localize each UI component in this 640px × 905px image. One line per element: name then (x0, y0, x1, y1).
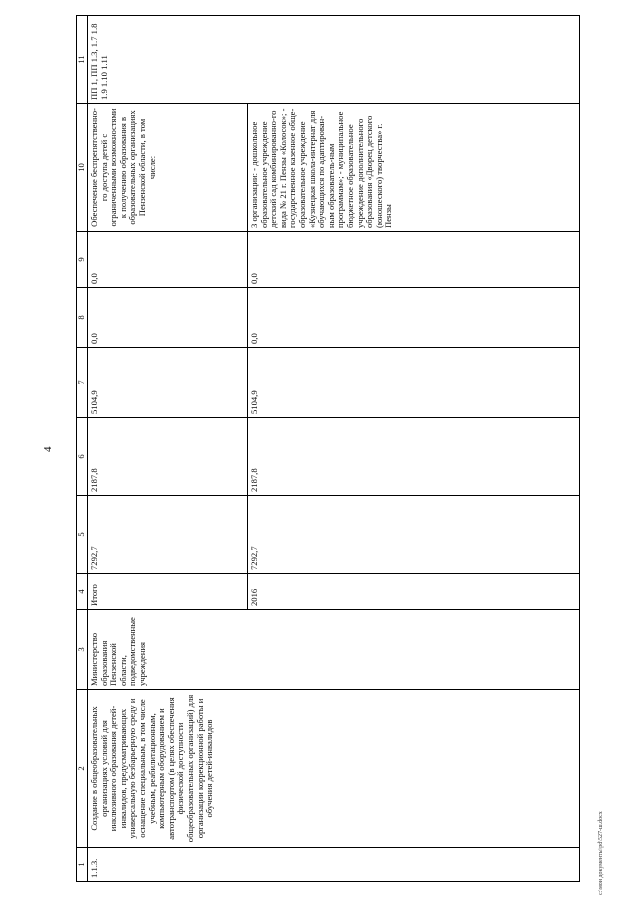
col-header-2: 2 (77, 690, 88, 848)
col9-2016-cell: 0,0 (248, 232, 580, 288)
col8-2016-cell: 0,0 (248, 288, 580, 348)
indicators-cell: ПП 1, ПП 1.3, 1.7 1.8 1.9 1.10 1.11 (88, 16, 580, 104)
col-header-8: 8 (77, 288, 88, 348)
col-header-10: 10 (77, 104, 88, 232)
table-container (76, 16, 580, 882)
col6-cell: 2187,8 (88, 418, 248, 496)
header-row (77, 16, 88, 882)
col-header-6: 6 (77, 418, 88, 496)
col8-cell: 0,0 (88, 288, 248, 348)
row-number: 1.1.3. (88, 848, 580, 882)
year-total-cell: Итого (88, 574, 248, 610)
col-header-5: 5 (77, 496, 88, 574)
year-cell: 2016 (248, 574, 580, 610)
result-cell: Обеспечение беспрепятственно-го доступа детей с ограниченными возможностями к получению образования в образовательных организациях Пензенской области, в том числе: (88, 104, 248, 232)
total-cell: 7292,7 (88, 496, 248, 574)
executor-cell: Министерство образования Пензенской области, подведомственные учреждения (88, 610, 580, 690)
page-number: 4 (42, 446, 54, 452)
table-row-total (88, 16, 248, 882)
program-table (76, 15, 580, 882)
col-header-1: 1 (77, 848, 88, 882)
footer-path: c:\мои документы\pd\527-ш.docx (598, 811, 604, 895)
col-header-4: 4 (77, 574, 88, 610)
col-header-3: 3 (77, 610, 88, 690)
col-header-7: 7 (77, 348, 88, 418)
total-2016-cell: 7292,7 (248, 496, 580, 574)
col6-2016-cell: 2187,8 (248, 418, 580, 496)
col7-2016-cell: 5104,9 (248, 348, 580, 418)
col-header-11: 11 (77, 16, 88, 104)
col7-cell: 5104,9 (88, 348, 248, 418)
col-header-9: 9 (77, 232, 88, 288)
activity-cell: Создание в общеобразовательных организациях условий для инклюзивного образования детей-инвалидов, предусматривающих универсальную безбарьерную среду и оснащение специальным, в том числе учебным, реабилитационным, компьютерным оборудованием и автотранспортом (в целях обеспечения физической доступности общеобразовательных организаций) для организации коррекционной работы и обучения детей-инвалидов (88, 690, 580, 848)
col9-cell: 0,0 (88, 232, 248, 288)
result-2016-cell: 3 организации: - дошкольное образовательное учреждение детский сад комбинированно-го вида № 21 г. Пензы «Колосок»; - государственное казенное обще-образовательное учреждение «Кузнецкая школа-интернат для обучающихся по адаптирован-ным образователь-ным программам»; - муниципальное бюджетное образовательное учреждение дополнительного образования «Дворец детского (юношеского) творчества» г. Пензы (248, 104, 580, 232)
